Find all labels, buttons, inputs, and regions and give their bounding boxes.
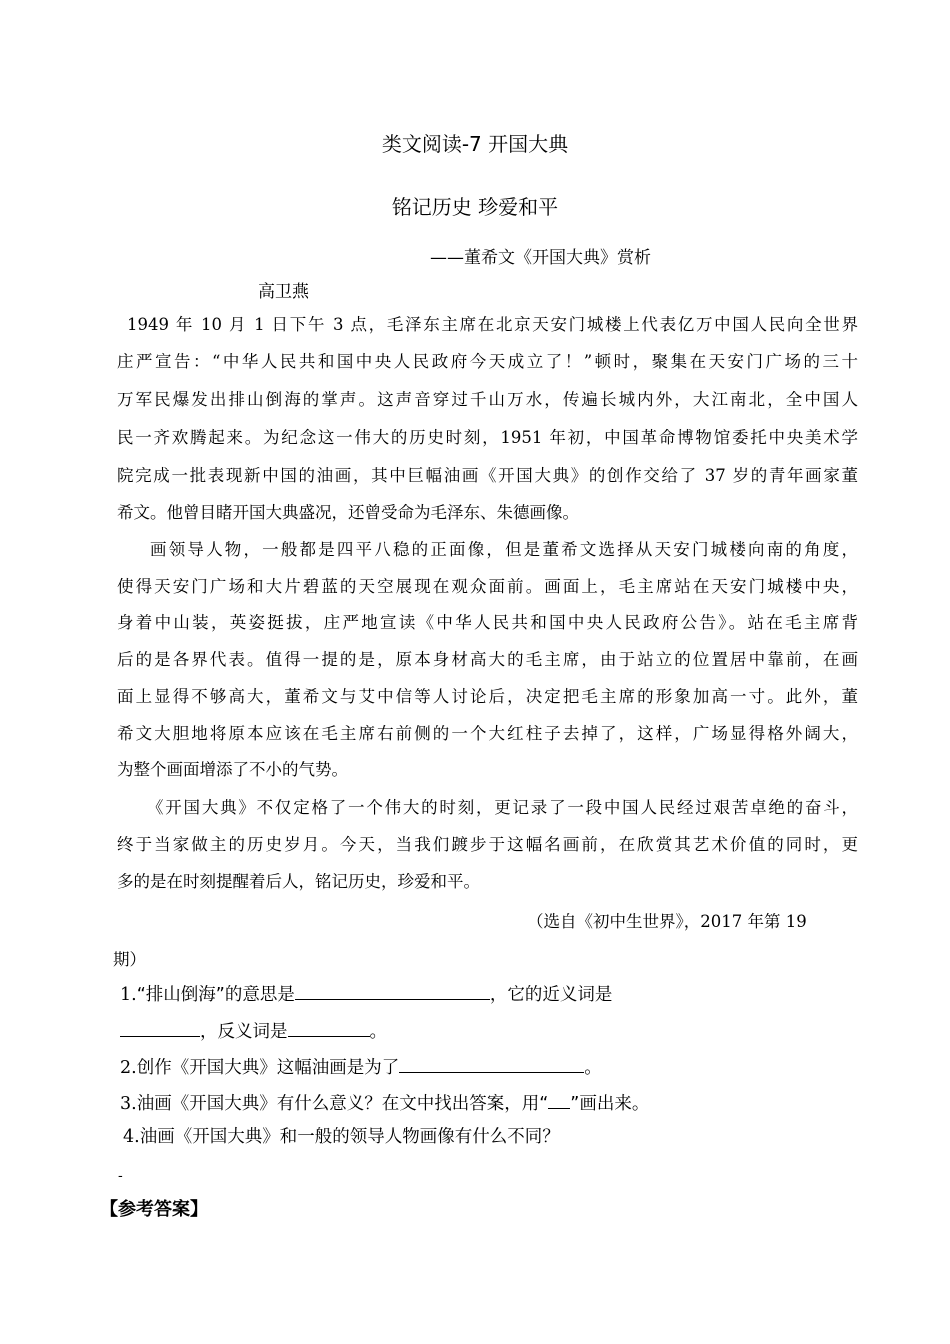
question-number: 2.: [120, 1058, 137, 1078]
question-text: “排山倒海”的意思是: [136, 985, 295, 1005]
paragraph-2-line: 身着中山装，英姿挺拔，庄严地宣读《中华人民共和国中央人民政府公告》。站在毛主席背: [117, 613, 858, 632]
document-title: 类文阅读-7 开国大典: [381, 132, 569, 156]
answer-heading: 【参考答案】: [100, 1199, 208, 1220]
source-citation: （选自《初中生世界》，2017 年第 19: [527, 912, 807, 931]
paragraph-1-line: 民一齐欢腾起来。为纪念这一伟大的历史时刻，1951 年初，中国革命博物馆委托中央美术学: [117, 428, 858, 447]
paragraph-3-line: 多的是在时刻提醒着后人，铭记历史，珍爱和平。: [117, 872, 480, 891]
paragraph-1-line: 庄严宣告：“中华人民共和国中央人民政府今天成立了！”顿时，聚集在天安门广场的三十: [117, 352, 858, 371]
question-text: ，反义词是: [200, 1022, 288, 1042]
paragraph-2-line: 后的是各界代表。值得一提的是，原本身材高大的毛主席，由于站立的位置居中靠前，在画: [117, 650, 858, 669]
answer-blank-synonym[interactable]: [120, 1018, 200, 1037]
paragraph-2-line: 希文大胆地将原本应该在毛主席右前侧的一个大红柱子去掉了，这样，广场显得格外阔大，: [117, 724, 858, 743]
question-number: 1.: [120, 985, 137, 1005]
paragraph-2-line: 为整个画面增添了不小的气势。: [117, 760, 348, 779]
question-1: [120, 981, 612, 1006]
paragraph-2-line: 使得天安门广场和大片碧蓝的天空展现在观众面前。画面上，毛主席站在天安门城楼中央，: [117, 577, 858, 596]
article-title: 铭记历史 珍爱和平: [391, 195, 559, 219]
paragraph-1-line: 万军民爆发出排山倒海的掌声。这声音穿过千山万水，传遍长城内外，大江南北，全中国人: [117, 390, 858, 409]
paragraph-2-line: 面上显得不够高大，董希文与艾中信等人讨论后，决定把毛主席的形象加高一寸。此外，董: [117, 687, 858, 706]
question-number: 4.: [123, 1127, 140, 1147]
question-3: [120, 1090, 649, 1115]
answer-blank-purpose[interactable]: [399, 1054, 584, 1073]
article-author: 高卫燕: [258, 282, 309, 302]
question-text: ，它的近义词是: [489, 985, 613, 1005]
answer-blank-antonym[interactable]: [288, 1018, 370, 1037]
stray-dash: -: [118, 1168, 123, 1184]
question-2: [120, 1054, 602, 1079]
paragraph-1-line: 希文。他曾目睹开国大典盛况，还曾受命为毛泽东、朱德画像。: [117, 503, 579, 522]
question-text: 。: [584, 1058, 602, 1078]
answer-blank-meaning[interactable]: [295, 981, 490, 1000]
question-4: [123, 1126, 560, 1148]
question-1-cont: [120, 1018, 387, 1043]
question-text: 。: [369, 1022, 387, 1042]
question-text: 油画《开国大典》有什么意义？在文中找出答案，用“: [136, 1094, 549, 1114]
article-subtitle: ——董希文《开国大典》赏析: [430, 248, 651, 268]
paragraph-1-line: 1949 年 10 月 1 日下午 3 点，毛泽东主席在北京天安门城楼上代表亿万中国人民向全世界: [127, 315, 858, 334]
underline-sample: [548, 1090, 570, 1109]
question-text: 油画《开国大典》和一般的领导人物画像有什么不同？: [139, 1127, 560, 1147]
question-text: ”画出来。: [570, 1094, 650, 1114]
source-citation-end: 期）: [113, 950, 146, 969]
paragraph-2-line: 画领导人物，一般都是四平八稳的正面像，但是董希文选择从天安门城楼向南的角度，: [150, 540, 858, 559]
paragraph-3-line: 终于当家做主的历史岁月。今天，当我们踱步于这幅名画前，在欣赏其艺术价值的同时，更: [117, 835, 858, 854]
question-text: 创作《开国大典》这幅油画是为了: [136, 1058, 400, 1078]
paragraph-3-line: 《开国大典》不仅定格了一个伟大的时刻，更记录了一段中国人民经过艰苦卓绝的奋斗，: [147, 798, 858, 817]
paragraph-1-line: 院完成一批表现新中国的油画，其中巨幅油画《开国大典》的创作交给了 37 岁的青年画家董: [117, 466, 858, 485]
question-number: 3.: [120, 1094, 137, 1114]
